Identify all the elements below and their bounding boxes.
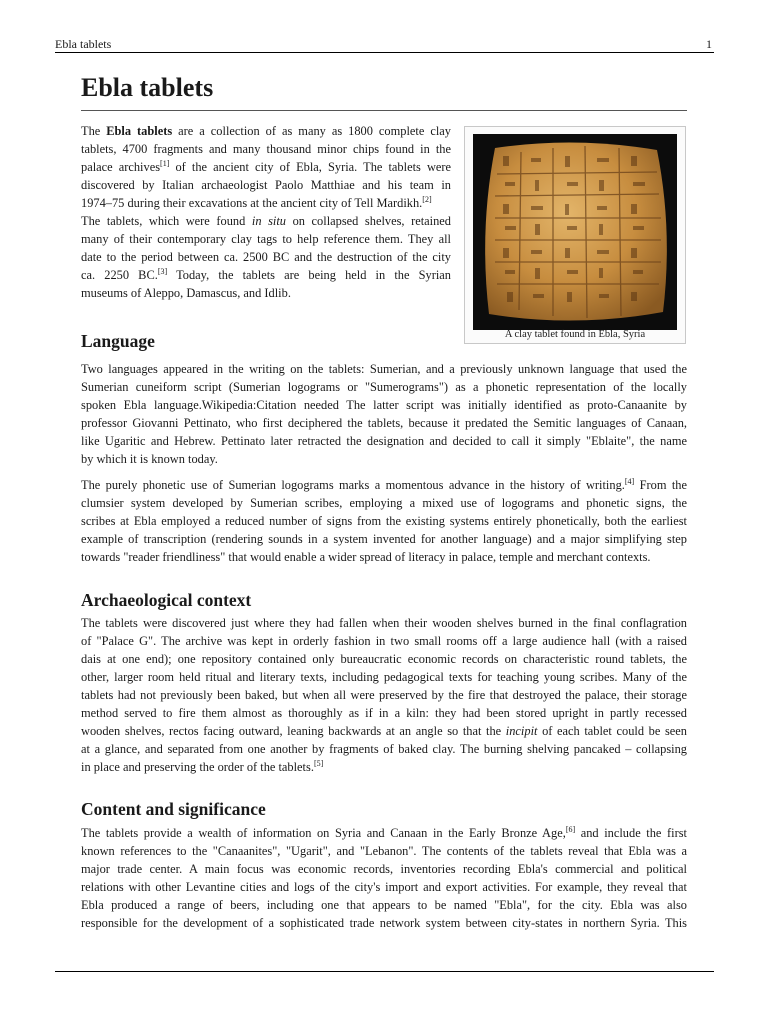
- intro-line: The tablets, which were found in situ on collapsed shelves, retained: [81, 214, 451, 228]
- paragraph-line: The tablets provide a wealth of information on Syria and Canaan in the Early Bronze Age,[6] and include the first: [81, 825, 687, 840]
- paragraph-line: Sumerian cuneiform script (Sumerian logograms or "Sumerograms") as a phonetic representation of the locally: [81, 380, 687, 394]
- paragraph-line: example of transcription (rendering sounds in a system invented for another language) and a major simplifying step: [81, 532, 687, 546]
- intro-line: tablets, 4700 fragments and many thousand minor chips found in the: [81, 142, 451, 156]
- paragraph-line: clumsier system developed by Sumerian scribes, employing a mixed use of logograms and phonetic signs, the: [81, 496, 687, 510]
- paragraph-line: Two languages appeared in the writing on the tablets: Sumerian, and a previously unknown language that used the: [81, 362, 687, 376]
- bold-term: Ebla tablets: [106, 124, 173, 138]
- content-paragraph: [81, 826, 687, 934]
- paragraph-line: at a glance, and separated from one another by fragments of baked clay. The burning shelving pancaked – collapsing: [81, 742, 687, 756]
- paragraph-line: towards "reader friendliness" that would enable a wider spread of literacy in palace, temple and merchant contexts.: [81, 550, 651, 564]
- intro-line: discovered by Italian archaeologist Paolo Matthiae and his team in: [81, 178, 451, 192]
- citation-link[interactable]: [1]: [160, 159, 170, 168]
- section-heading-language: Language: [81, 331, 155, 351]
- paragraph-line: The tablets were discovered just where they had fallen when their wooden shelves burned in the final conflagration: [81, 616, 687, 630]
- title-divider: [81, 110, 687, 111]
- language-paragraph-2: [81, 478, 687, 568]
- figure-caption: A clay tablet found in Ebla, Syria: [504, 329, 646, 340]
- paragraph-line: responsible for the development of a sophisticated trade network system between city-states in northern Syria. This: [81, 916, 687, 930]
- citation-link[interactable]: [4]: [624, 477, 635, 486]
- paragraph-line: wooden shelves, rectos facing outward, leaning backwards at an angle so that the incipit of each tablet could be seen: [81, 724, 687, 738]
- page-number: 1: [706, 37, 712, 51]
- archaeology-paragraph: [81, 616, 687, 778]
- paragraph-line: professor Giovanni Pettinato, who first deciphered the tablets, because it predated the Semitic languages of Canaan,: [81, 416, 687, 430]
- paragraph-line: known references to the "Canaanites", "Ugarit", and "Lebanon". The contents of the tablets reveal that Ebla was a: [81, 844, 687, 858]
- running-title: Ebla tablets: [55, 37, 112, 51]
- header-divider: [55, 52, 714, 53]
- paragraph-line: method served to fire them almost as thoroughly as if in a kiln: they had been stored upright in partly recessed: [81, 706, 687, 720]
- intro-line: date to the period between ca. 2500 BC and the destruction of the city: [81, 250, 451, 264]
- citation-link[interactable]: [6]: [565, 825, 576, 834]
- paragraph-line: Ebla produced a range of beers, including one that appears to be named "Ebla", for the city. Ebla was also: [81, 898, 687, 912]
- paragraph-line: dais at one end); one repository contained only bureaucratic economic records on characteristic round tablets, the: [81, 652, 687, 666]
- figure: [464, 126, 686, 344]
- citation-link[interactable]: [5]: [313, 759, 324, 768]
- language-paragraph-1: [81, 362, 687, 470]
- paragraph-line: spoken Ebla language.Wikipedia:Citation needed The latter script was initially identified as proto-Canaanite by: [81, 398, 687, 412]
- running-header: [55, 37, 714, 51]
- paragraph-line: scribes at Ebla employed a reduced number of signs from the existing systems entirely phonetically, both the earliest: [81, 514, 687, 528]
- paragraph-line: major trade center. A main focus was economic records, inventories recording Ebla's commercial and political: [81, 862, 687, 876]
- paragraph-line: relations with other Levantine cities and logs of the city's import and export activities. For example, they reveal that: [81, 880, 687, 894]
- paragraph-line: The purely phonetic use of Sumerian logograms marks a momentous advance in the history of writing.[4] From the: [81, 477, 687, 492]
- intro-line: museums of Aleppo, Damascus, and Idlib.: [81, 286, 291, 300]
- paragraph-line: of "Palace G". The archive was kept in orderly fashion in two small rooms off a large audience hall (with a raised: [81, 634, 687, 648]
- clay-tablet-photo-icon[interactable]: [473, 134, 677, 330]
- citation-link[interactable]: [2]: [422, 195, 432, 204]
- section-heading-content-and-significance: Content and significance: [81, 799, 266, 819]
- footer-divider: [55, 971, 714, 972]
- intro-line: many of their contemporary clay tags to help reference them. They all: [81, 232, 451, 246]
- intro-paragraph: [81, 124, 451, 314]
- intro-line: 1974–75 during their excavations at the ancient city of Tell Mardikh.[2]: [81, 195, 432, 210]
- paragraph-line: like Ugaritic and Hebrew. Pettinato later retracted the designation and decided to call it simply "Eblaite", the name: [81, 434, 687, 448]
- paragraph-line: tablets had not previously been baked, but when all were preserved by the fire that destroyed the palace, their storage: [81, 688, 687, 702]
- paragraph-line: by which it is known today.: [81, 452, 218, 466]
- intro-line: palace archives[1] of the ancient city of Ebla, Syria. The tablets were: [81, 159, 452, 174]
- paragraph-line: in place and preserving the order of the tablets.[5]: [81, 759, 324, 774]
- intro-line: ca. 2250 BC.[3] Today, the tablets are being held in the Syrian: [81, 267, 451, 282]
- citation-link[interactable]: [3]: [157, 267, 168, 276]
- intro-line: The Ebla tablets are a collection of as many as 1800 complete clay: [81, 124, 451, 138]
- page-title: Ebla tablets: [81, 73, 214, 102]
- section-heading-archaeological-context: Archaeological context: [81, 590, 252, 610]
- paragraph-line: other, larger room held ritual and literary texts, including pedagogical texts for teaching young scribes. Many of the: [81, 670, 687, 684]
